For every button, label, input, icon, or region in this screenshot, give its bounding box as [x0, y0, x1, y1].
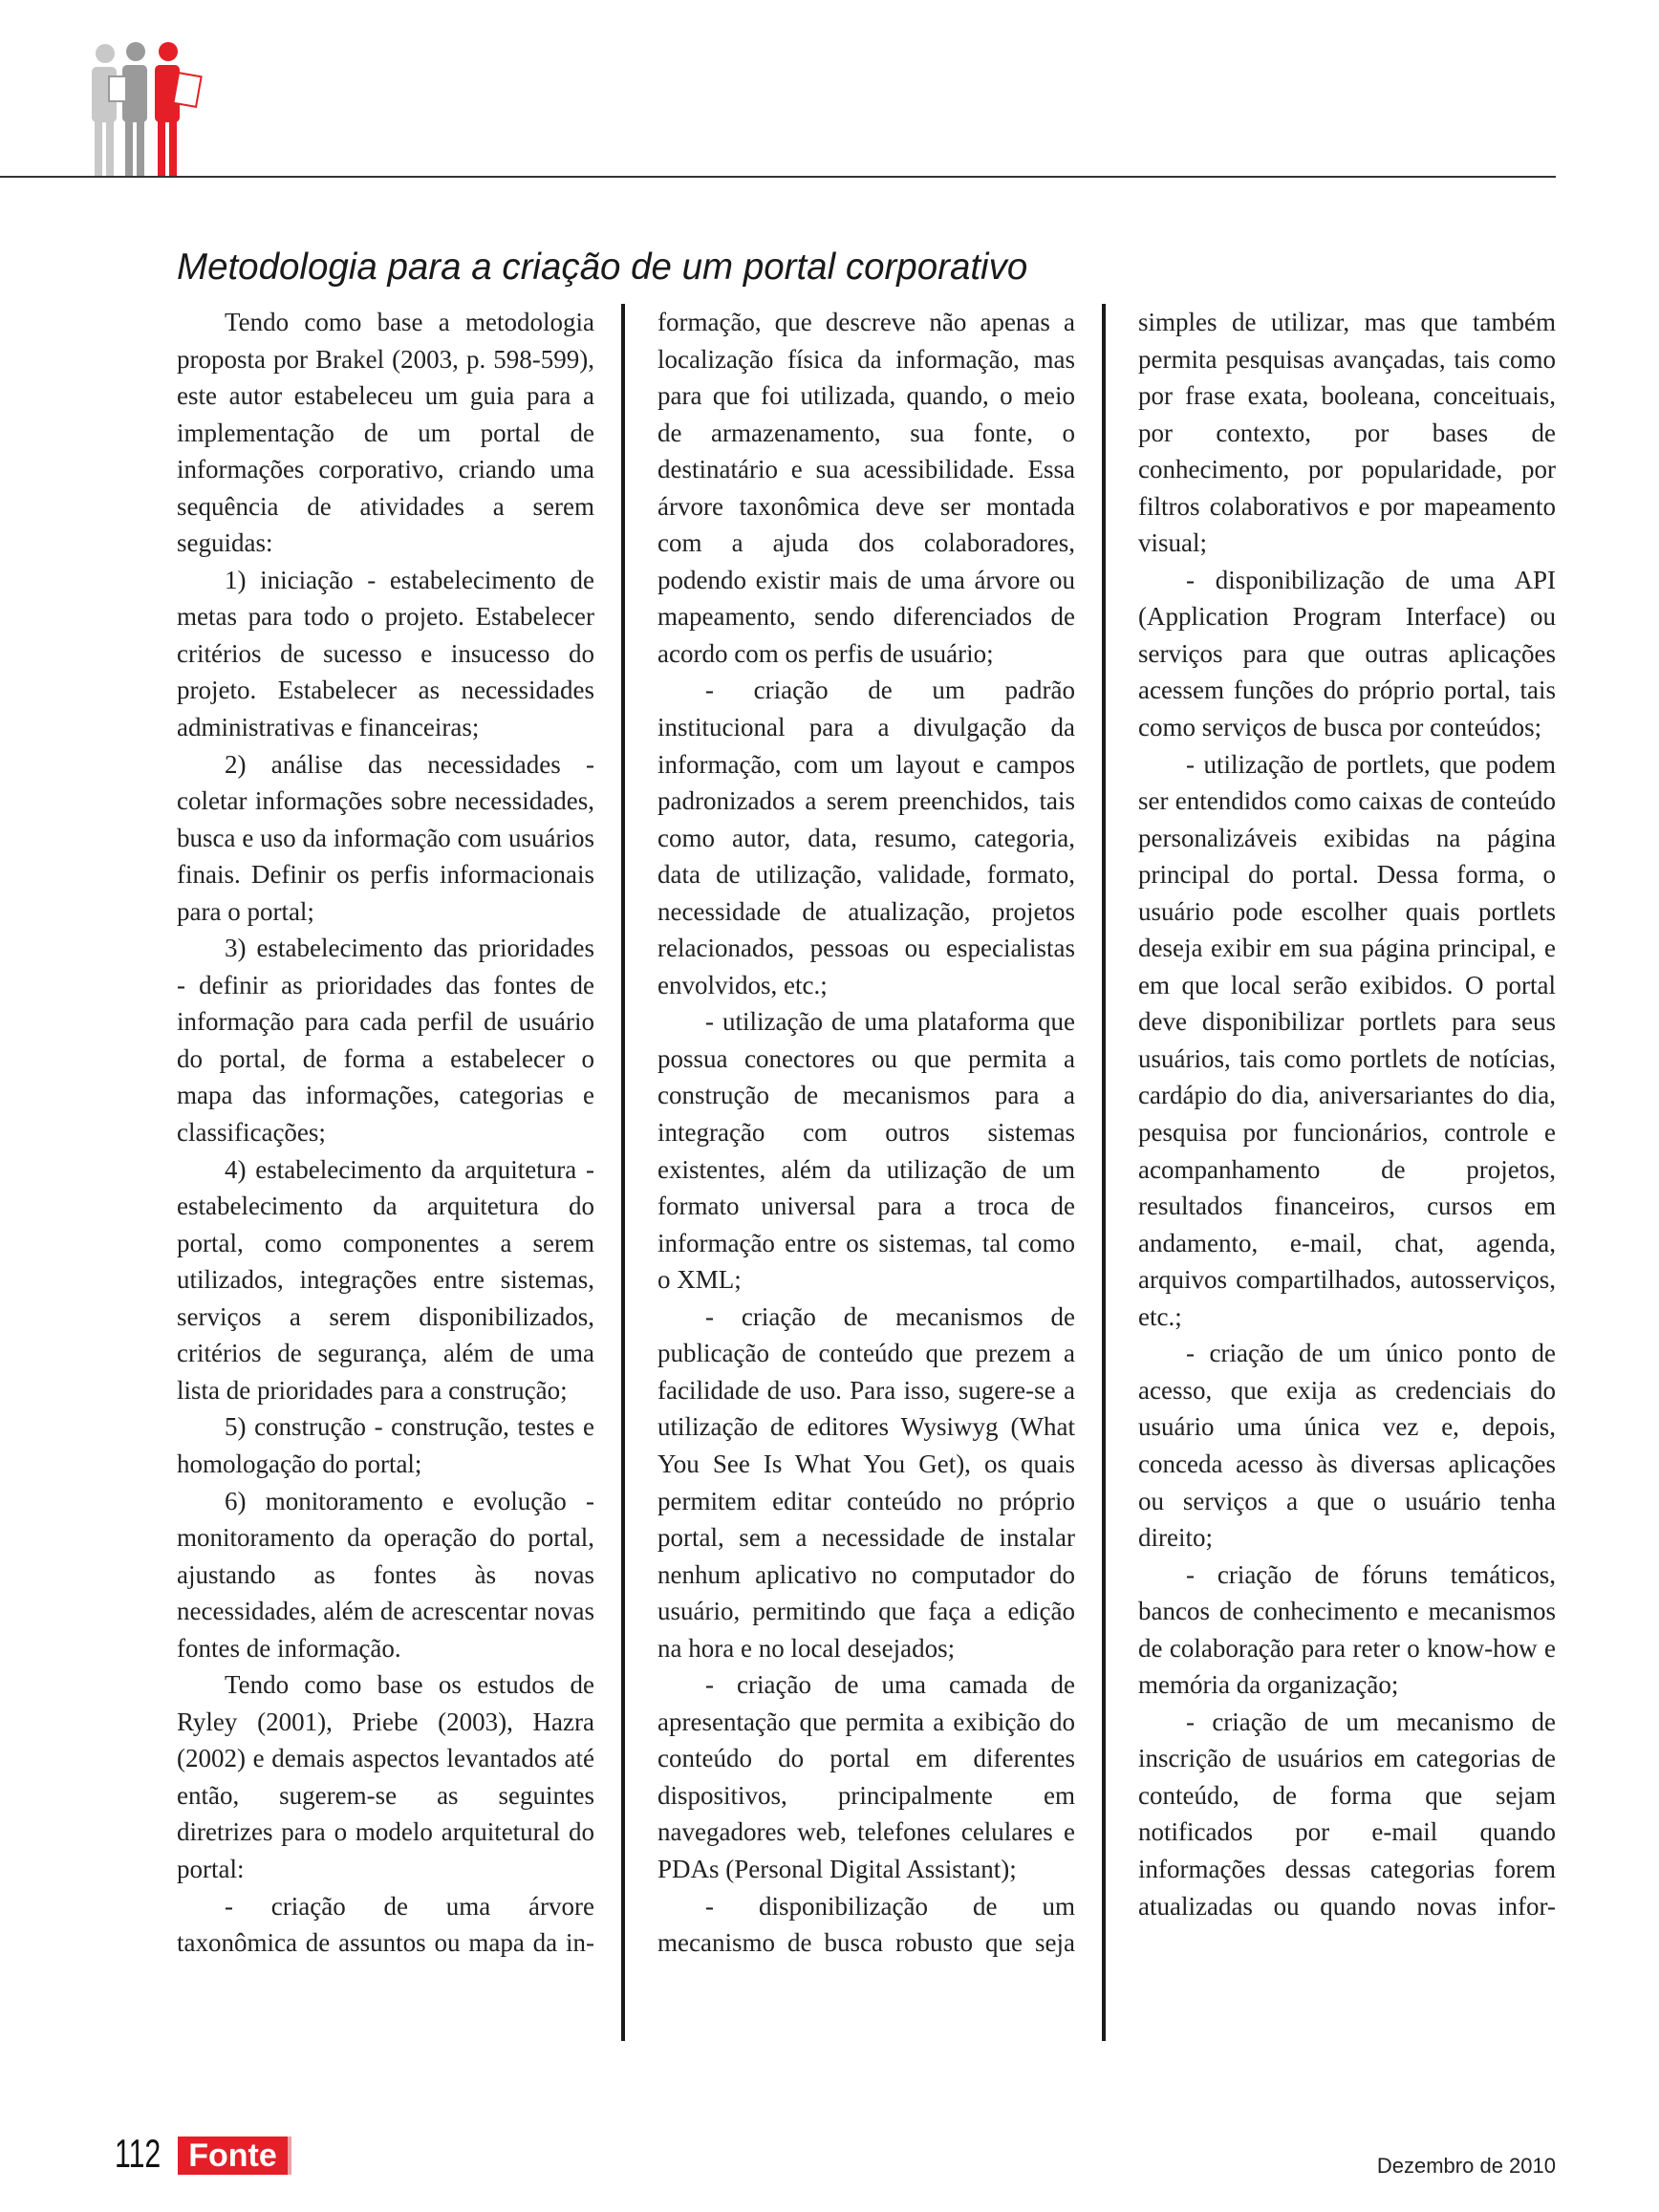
- paragraph: - criação de mecanismos de publicação de conteúdo que prezem a facilidade de uso. Para isso, sugere-se a utilização de editores Wysiwyg (What You See Is What You Get), os quais permitem editar conteúdo no próprio portal, sem a necessidade de instalar nenhum aplicativo no computador do usuário, permitindo que faça a edição na hora e no local desejados;: [657, 1301, 1075, 1663]
- issue-date: Dezembro de 2010: [1376, 2154, 1556, 2178]
- paragraph: Tendo como base os estudos de Ryley (2001), Priebe (2003), Hazra (2002) e demais aspectos levantados até então, sugerem-se as seguintes diretrizes para o modelo arquitetural do portal:: [177, 1670, 594, 1883]
- paragraph: 1) iniciação - estabelecimento de metas para todo o projeto. Estabelecer critérios de sucesso e insucesso do projeto. Estabelecer as necessidades administrativas e financeiras;: [177, 565, 594, 742]
- paragraph: 4) estabelecimento da arquitetura - estabelecimento da arquitetura do portal, como componentes a serem utilizados, integrações entre sistemas, serviços a serem disponibilizados, critérios de segurança, além de uma lista de prioridades para a construção;: [177, 1154, 594, 1405]
- paragraph: - disponibilização de uma API (Application Program Interface) ou serviços para que outras aplicações acessem funções do próprio portal, tais como serviços de busca por conteúdos;: [1138, 565, 1556, 742]
- paragraph: 5) construção - construção, testes e homologação do portal;: [177, 1412, 594, 1478]
- paragraph: Tendo como base a metodologia proposta por Brakel (2003, p. 598-599), este autor estabeleceu um guia para a implementação de um portal de informações corporativo, criando uma sequência de atividades a serem seguidas:: [177, 308, 594, 558]
- paragraph: - criação de uma árvore taxonômica de assuntos ou mapa da in-: [177, 1891, 594, 1958]
- paragraph: - criação de um mecanismo de inscrição de usuários em categorias de conteúdo, de forma que sejam notificados por e-mail quando informações dessas categorias forem atualizadas ou quando novas infor-: [1138, 1707, 1556, 1921]
- column-divider: [1102, 304, 1106, 2041]
- paragraph: 6) monitoramento e evolução - monitoramento da operação do portal, ajustando as fontes às novas necessidades, além de acrescentar novas fontes de informação.: [177, 1486, 594, 1663]
- page-number: 112: [115, 2131, 162, 2176]
- text-column-1: [177, 304, 594, 2054]
- paragraph: - criação de uma camada de apresentação que permita a exibição do conteúdo do portal em diferentes dispositivos, principalmente em navegadores web, telefones celulares e PDAs (Personal Digital Assistant);: [657, 1670, 1075, 1883]
- column-divider: [621, 304, 625, 2041]
- paragraph: - utilização de portlets, que podem ser entendidos como caixas de conteúdo personalizáveis exibidas na página principal do portal. Dessa forma, o usuário pode escolher quais portlets deseja exibir em sua página principal, e em que local serão exibidos. O portal deve disponibilizar portlets para seus usuários, tais como portlets de notícias, cardápio do dia, aniversariantes do dia, pesquisa por funcionários, controle e acompanhamento de projetos, resultados financeiros, cursos em andamento, e-mail, chat, agenda, arquivos compartilhados, autosserviços, etc.;: [1138, 749, 1556, 1331]
- paragraph: simples de utilizar, mas que também permita pesquisas avançadas, tais como por frase exata, booleana, conceituais, por contexto, por bases de conhecimento, por popularidade, por filtros colaborativos e por mapeamento visual;: [1138, 308, 1556, 558]
- paragraph: 2) análise das necessidades - coletar informações sobre necessidades, busca e uso da informação com usuários finais. Definir os perfis informacionais para o portal;: [177, 749, 594, 926]
- paragraph: 3) estabelecimento das prioridades - definir as prioridades das fontes de informação para cada perfil de usuário do portal, de forma a estabelecer o mapa das informações, categorias e classificações;: [177, 934, 594, 1148]
- paragraph: - criação de fóruns temáticos, bancos de conhecimento e mecanismos de colaboração para reter o know-how e memória da organização;: [1138, 1559, 1556, 1700]
- section-title: Metodologia para a criação de um portal corporativo: [177, 247, 1028, 288]
- paragraph: - criação de um único ponto de acesso, que exija as credenciais do usuário uma única vez e, depois, conceda acesso às diversas aplicações ou serviços a que o usuário tenha direito;: [1138, 1339, 1556, 1553]
- text-column-2: [657, 304, 1075, 2054]
- three-people-icon: [76, 38, 220, 177]
- fonte-logo: Fonte: [178, 2137, 288, 2175]
- paragraph: formação, que descreve não apenas a localização física da informação, mas para que foi utilizada, quando, o meio de armazenamento, sua fonte, o destinatário e sua acessibilidade. Essa árvore taxonômica deve ser montada com a ajuda dos colaboradores, podendo existir mais de uma árvore ou mapeamento, sendo diferenciados de acordo com os perfis de usuário;: [657, 308, 1075, 668]
- paragraph: - utilização de uma plataforma que possua conectores ou que permita a construção de mecanismos para a integração com outros sistemas existentes, além da utilização de um formato universal para a troca de informação entre os sistemas, tal como o XML;: [657, 1007, 1075, 1295]
- paragraph: - criação de um padrão institucional para a divulgação da informação, com um layout e campos padronizados a serem preenchidos, tais como autor, data, resumo, categoria, data de utilização, validade, formato, necessidade de atualização, projetos relacionados, pessoas ou especialistas envolvidos, etc.;: [657, 676, 1075, 999]
- text-column-3: [1138, 304, 1556, 2054]
- header-rule: [0, 176, 1556, 178]
- paragraph: - disponibilização de um mecanismo de busca robusto que seja: [657, 1891, 1075, 1958]
